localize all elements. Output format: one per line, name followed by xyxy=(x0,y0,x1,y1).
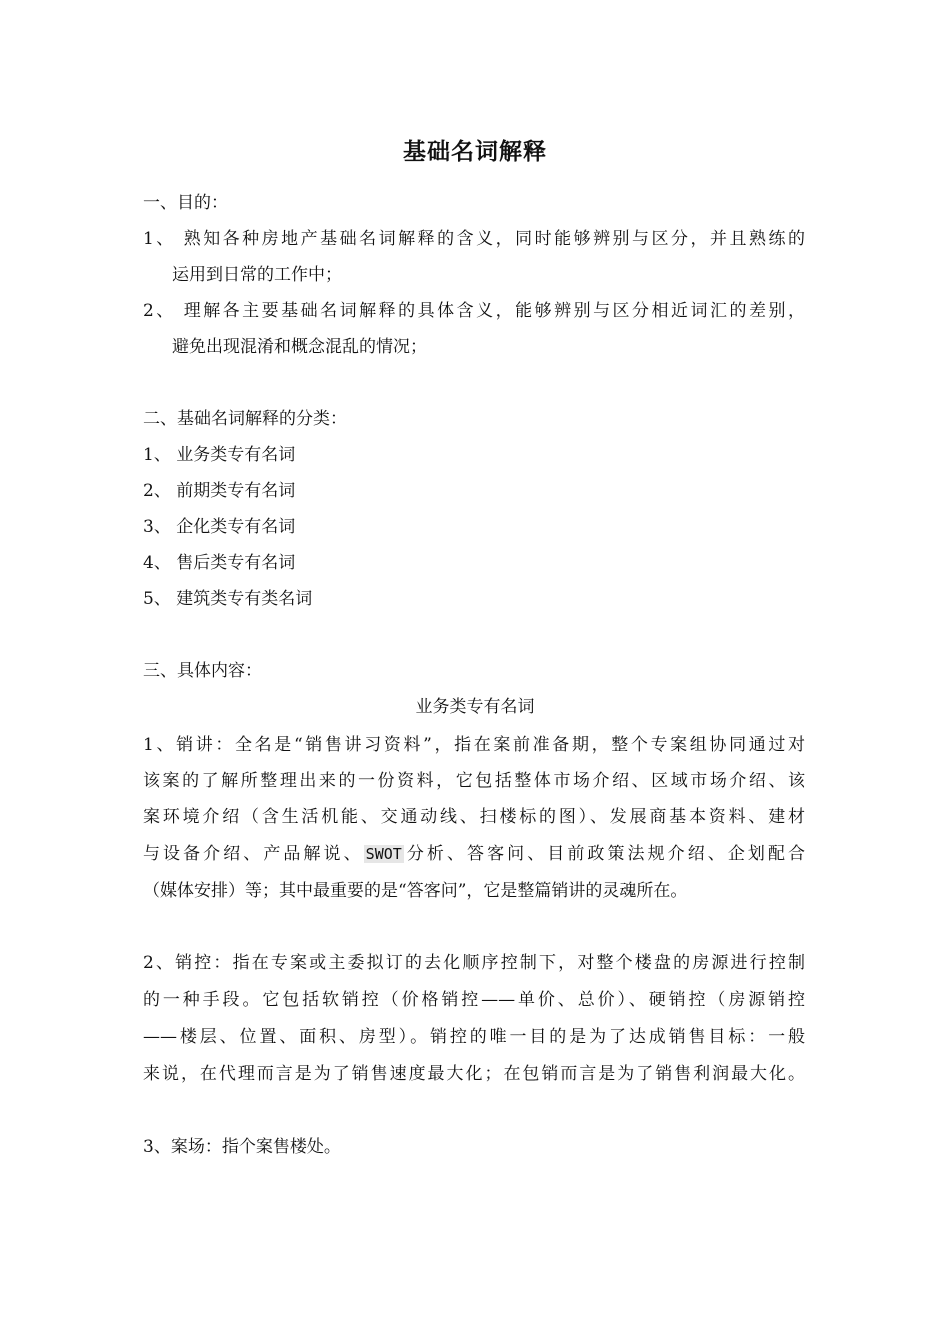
term-2-line-3: ——楼层、位置、面积、房型）。销控的唯一目的是为了达成销售目标：一般 xyxy=(143,1027,805,1047)
term-1-line-3: 案环境介绍（含生活机能、交通动线、扫楼标的图）、发展商基本资料、建材 xyxy=(143,807,805,827)
document-title: 基础名词解释 xyxy=(403,139,547,165)
purpose-item-2-line-2: 避免出现混淆和概念混乱的情况； xyxy=(172,337,427,357)
purpose-item-2-line-1: 2、 理解各主要基础名词解释的具体含义，能够辨别与区分相近词汇的差别， xyxy=(143,301,805,321)
term-1-line-4-post: 分析、答客问、目前政策法规介绍、企划配合 xyxy=(403,844,806,864)
category-item: 3、 企化类专有名词 xyxy=(143,517,296,537)
section-heading-content: 三、具体内容： xyxy=(143,661,262,681)
term-2-line-1: 2、销控：指在专案或主委拟订的去化顺序控制下，对整个楼盘的房源进行控制 xyxy=(143,953,805,973)
subsection-title: 业务类专有名词 xyxy=(415,697,535,717)
term-3-line-1: 3、案场：指个案售楼处。 xyxy=(143,1137,341,1157)
term-2-line-2: 的一种手段。它包括软销控（价格销控——单价、总价）、硬销控（房源销控 xyxy=(143,990,805,1010)
purpose-item-1-line-2: 运用到日常的工作中； xyxy=(172,265,342,285)
term-1-line-4-pre: 与设备介绍、产品解说、 xyxy=(143,844,364,864)
category-item: 2、 前期类专有名词 xyxy=(143,481,296,501)
term-1-line-4 xyxy=(143,842,805,866)
category-item: 5、 建筑类专有类名词 xyxy=(143,589,313,609)
term-1-line-5: （媒体安排）等；其中最重要的是“答客问”，它是整篇销讲的灵魂所在。 xyxy=(143,881,688,901)
category-item: 1、 业务类专有名词 xyxy=(143,445,296,465)
section-heading-purpose: 一、目的： xyxy=(143,193,228,213)
section-heading-categories: 二、基础名词解释的分类： xyxy=(143,409,347,429)
term-1-line-2: 该案的了解所整理出来的一份资料，它包括整体市场介绍、区域市场介绍、该 xyxy=(143,771,805,791)
swot-highlight: SWOT xyxy=(365,845,402,863)
term-2-line-4: 来说，在代理而言是为了销售速度最大化；在包销而言是为了销售利润最大化。 xyxy=(143,1064,805,1084)
category-item: 4、 售后类专有名词 xyxy=(143,553,296,573)
purpose-item-1-line-1: 1、 熟知各种房地产基础名词解释的含义，同时能够辨别与区分，并且熟练的 xyxy=(143,229,805,249)
term-1-line-1: 1、销讲：全名是“销售讲习资料”，指在案前准备期，整个专案组协同通过对 xyxy=(143,735,805,755)
